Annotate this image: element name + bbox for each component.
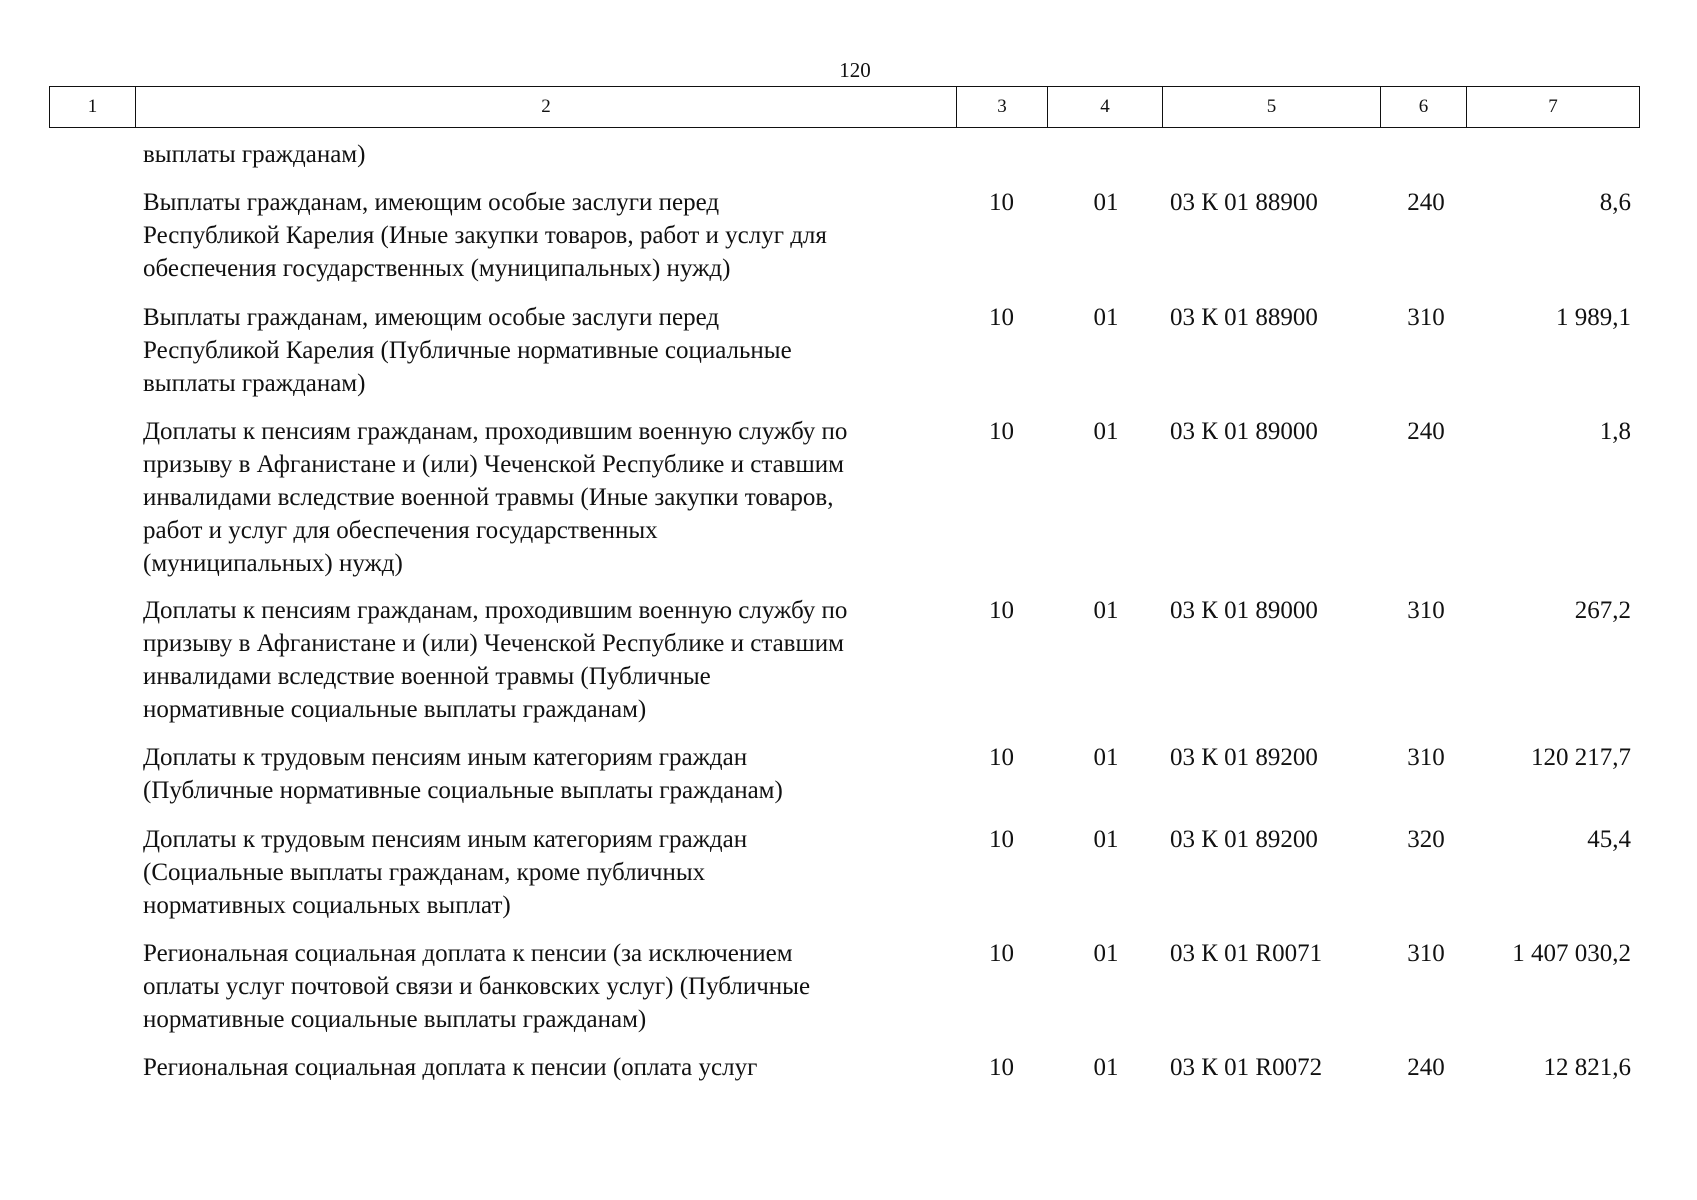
subsection-code: 01 (1093, 1054, 1119, 1081)
amount: 1 407 030,2 (1512, 940, 1631, 967)
column-header-6: 6 (1381, 87, 1467, 127)
subsection-code: 01 (1093, 826, 1119, 853)
desc-line: призыву в Афганистане и (или) Чеченской Республике и ставшим (143, 630, 844, 657)
subsection-code: 01 (1093, 940, 1119, 967)
desc-line: Выплаты гражданам, имеющим особые заслуги перед (143, 189, 720, 216)
desc-line: (муниципальных) нужд) (143, 550, 403, 577)
amount: 12 821,6 (1543, 1054, 1631, 1081)
row-description (143, 415, 963, 580)
target-article-code: 03 К 01 89000 (1170, 418, 1318, 445)
desc-line: выплаты гражданам) (143, 370, 366, 397)
row-description (143, 594, 963, 726)
column-header-5: 5 (1163, 87, 1381, 127)
expense-type-code: 320 (1407, 826, 1445, 853)
amount: 45,4 (1587, 826, 1631, 853)
subsection-code: 01 (1093, 304, 1119, 331)
target-article-code: 03 К 01 R0072 (1170, 1054, 1323, 1081)
desc-line: инвалидами вследствие военной травмы (Иные закупки товаров, (143, 484, 834, 511)
row-description (143, 937, 963, 1036)
expense-type-code: 310 (1407, 597, 1445, 624)
amount: 1 989,1 (1556, 304, 1631, 331)
target-article-code: 03 К 01 R0071 (1170, 940, 1323, 967)
page-number: 120 (839, 58, 871, 82)
desc-line: выплаты гражданам) (143, 141, 366, 168)
section-code: 10 (989, 826, 1014, 853)
desc-line: Выплаты гражданам, имеющим особые заслуги перед (143, 304, 720, 331)
desc-line: Доплаты к пенсиям гражданам, проходившим военную службу по (143, 418, 848, 445)
target-article-code: 03 К 01 89200 (1170, 826, 1318, 853)
row-description (143, 741, 963, 807)
desc-line: обеспечения государственных (муниципальных) нужд) (143, 255, 731, 282)
desc-line: нормативных социальных выплат) (143, 892, 511, 919)
subsection-code: 01 (1093, 189, 1119, 216)
subsection-code: 01 (1093, 418, 1119, 445)
desc-line: Региональная социальная доплата к пенсии (за исключением (143, 940, 793, 967)
desc-line: оплаты услуг почтовой связи и банковских услуг) (Публичные (143, 973, 811, 1000)
amount: 120 217,7 (1531, 744, 1631, 771)
subsection-code: 01 (1093, 744, 1119, 771)
section-code: 10 (989, 940, 1014, 967)
target-article-code: 03 К 01 89000 (1170, 597, 1318, 624)
column-header-2: 2 (136, 87, 957, 127)
desc-line: Региональная социальная доплата к пенсии (оплата услуг (143, 1054, 758, 1081)
section-code: 10 (989, 1054, 1014, 1081)
desc-line: Республикой Карелия (Иные закупки товаров, работ и услуг для (143, 222, 827, 249)
desc-line: (Публичные нормативные социальные выплаты гражданам) (143, 777, 783, 804)
column-header-4: 4 (1048, 87, 1163, 127)
desc-line: призыву в Афганистане и (или) Чеченской Республике и ставшим (143, 451, 844, 478)
desc-line: (Социальные выплаты гражданам, кроме публичных (143, 859, 706, 886)
row-description (143, 186, 963, 285)
section-code: 10 (989, 304, 1014, 331)
column-header-3: 3 (957, 87, 1048, 127)
section-code: 10 (989, 418, 1014, 445)
amount: 8,6 (1599, 189, 1631, 216)
desc-line: работ и услуг для обеспечения государственных (143, 517, 658, 544)
amount: 267,2 (1574, 597, 1631, 624)
desc-line: Доплаты к трудовым пенсиям иным категориям граждан (143, 826, 748, 853)
amount: 1,8 (1599, 418, 1631, 445)
column-header-1: 1 (50, 87, 136, 127)
expense-type-code: 240 (1407, 1054, 1445, 1081)
row-description (143, 823, 963, 922)
desc-line: Республикой Карелия (Публичные нормативные социальные (143, 337, 792, 364)
expense-type-code: 240 (1407, 418, 1445, 445)
section-code: 10 (989, 744, 1014, 771)
row-description (143, 301, 963, 400)
desc-line: инвалидами вследствие военной травмы (Публичные (143, 663, 711, 690)
expense-type-code: 310 (1407, 304, 1445, 331)
table-header-row (49, 86, 1640, 128)
section-code: 10 (989, 189, 1014, 216)
target-article-code: 03 К 01 88900 (1170, 304, 1318, 331)
target-article-code: 03 К 01 89200 (1170, 744, 1318, 771)
desc-line: нормативные социальные выплаты гражданам) (143, 696, 647, 723)
row-description (143, 1051, 963, 1084)
expense-type-code: 310 (1407, 940, 1445, 967)
expense-type-code: 240 (1407, 189, 1445, 216)
expense-type-code: 310 (1407, 744, 1445, 771)
column-header-7: 7 (1548, 96, 1558, 117)
desc-line: Доплаты к пенсиям гражданам, проходившим военную службу по (143, 597, 848, 624)
target-article-code: 03 К 01 88900 (1170, 189, 1318, 216)
continuation-text (143, 138, 963, 171)
desc-line: Доплаты к трудовым пенсиям иным категориям граждан (143, 744, 748, 771)
desc-line: нормативные социальные выплаты гражданам) (143, 1006, 647, 1033)
section-code: 10 (989, 597, 1014, 624)
subsection-code: 01 (1093, 597, 1119, 624)
